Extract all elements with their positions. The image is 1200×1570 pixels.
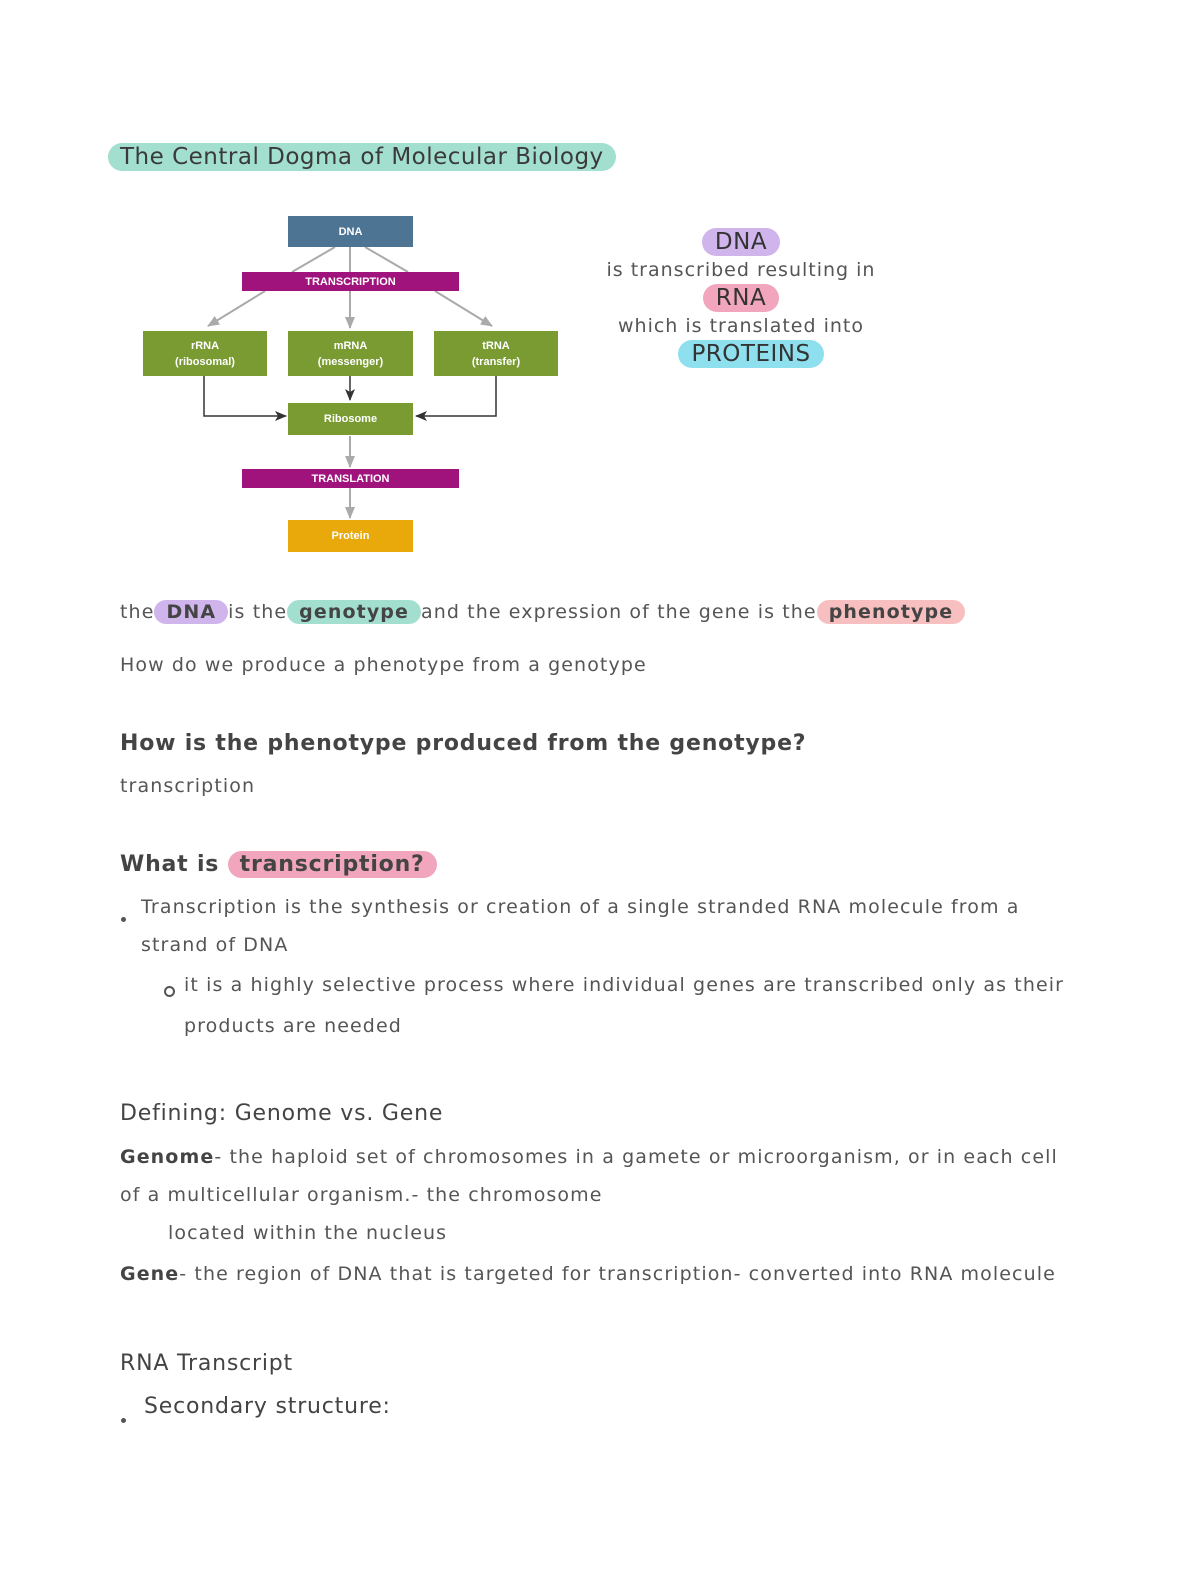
diagram-protein-box — [288, 520, 413, 552]
highlight-transcription: transcription? — [228, 851, 437, 878]
diagram-trna-sublabel: (transfer) — [471, 355, 521, 368]
page-title: The Central Dogma of Molecular Biology — [108, 143, 616, 171]
genome-term: Genome — [120, 1146, 215, 1168]
highlight-phenotype: phenotype — [817, 600, 965, 624]
diagram-translation-label: TRANSLATION — [311, 472, 390, 485]
answer-transcription: transcription — [120, 775, 256, 797]
genome-def-text: - the haploid set of chromosomes in a gamete or microorganism, or in each cell — [214, 1146, 1058, 1168]
diagram-rrna-box — [143, 331, 267, 376]
diagram-dna-box — [288, 216, 413, 247]
heading-phenotype-produced: How is the phenotype produced from the genotype? — [120, 731, 807, 756]
diagram-ribosome-label: Ribosome — [323, 413, 378, 425]
gene-def-text: - the region of DNA that is targeted for transcription- converted into RNA molecule — [179, 1263, 1056, 1285]
diagram-trna-label: tRNA — [482, 339, 510, 352]
sentence-text: the — [120, 601, 155, 623]
genome-definition-line-3: located within the nucleus — [168, 1222, 448, 1244]
connector-dna-left — [292, 247, 335, 272]
sentence-text: is the — [228, 601, 288, 623]
diagram-mrna-sublabel: (messenger) — [317, 355, 384, 368]
summary-proteins: PROTEINS — [678, 340, 823, 368]
arrow-rrna-ribosome — [204, 376, 286, 416]
sentence-text: and the expression of the gene is the — [421, 601, 817, 623]
summary-line-1: is transcribed resulting in — [606, 259, 876, 281]
sub-bullet-line-2: products are needed — [184, 1015, 402, 1037]
summary-line-2: which is translated into — [617, 315, 864, 337]
summary-dna: DNA — [702, 228, 780, 256]
arrow-trna-ribosome — [416, 376, 496, 416]
bullet-marker — [121, 1408, 126, 1427]
sub-bullet-marker — [164, 982, 175, 1001]
heading-prefix: What is — [120, 852, 220, 877]
dogma-summary — [596, 228, 886, 368]
arrow-to-rrna — [208, 291, 265, 326]
summary-rna: RNA — [703, 284, 779, 312]
diagram-trna-box — [434, 331, 558, 376]
central-dogma-diagram — [140, 210, 565, 560]
bullet-transcription-line-1: Transcription is the synthesis or creation of a single stranded RNA molecule from a — [141, 896, 1020, 918]
diagram-mrna-box — [288, 331, 413, 376]
diagram-rrna-label: rRNA — [190, 339, 220, 352]
gene-definition — [120, 1263, 1056, 1285]
bullet-secondary-structure: Secondary structure: — [144, 1394, 391, 1419]
heading-rna-transcript: RNA Transcript — [120, 1351, 293, 1376]
highlight-dna: DNA — [154, 600, 228, 624]
diagram-dna-label: DNA — [338, 225, 363, 238]
heading-genome-vs-gene: Defining: Genome vs. Gene — [120, 1101, 444, 1126]
diagram-rrna-sublabel: (ribosomal) — [175, 355, 235, 368]
gene-term: Gene — [120, 1263, 180, 1285]
connector-dna-right — [365, 247, 408, 272]
bullet-transcription-line-2: strand of DNA — [141, 934, 289, 956]
genome-definition-line-1 — [120, 1146, 1058, 1168]
sub-bullet-line-1: it is a highly selective process where individual genes are transcribed only as their — [184, 974, 1065, 996]
heading-what-is-transcription — [120, 852, 437, 877]
bullet-marker — [121, 907, 126, 926]
diagram-transcription-label: TRANSCRIPTION — [305, 275, 396, 288]
diagram-protein-label: Protein — [331, 530, 370, 542]
diagram-ribosome-box — [288, 403, 413, 435]
genotype-phenotype-sentence — [120, 601, 965, 623]
question-sentence: How do we produce a phenotype from a genotype — [120, 654, 647, 676]
diagram-translation-band — [242, 469, 459, 488]
genome-definition-line-2: of a multicellular organism.- the chromosome — [120, 1184, 603, 1206]
diagram-connectors — [140, 210, 565, 560]
arrow-to-trna — [435, 291, 492, 326]
highlight-genotype: genotype — [287, 600, 421, 624]
diagram-transcription-band — [242, 272, 459, 291]
diagram-mrna-label: mRNA — [333, 339, 368, 352]
